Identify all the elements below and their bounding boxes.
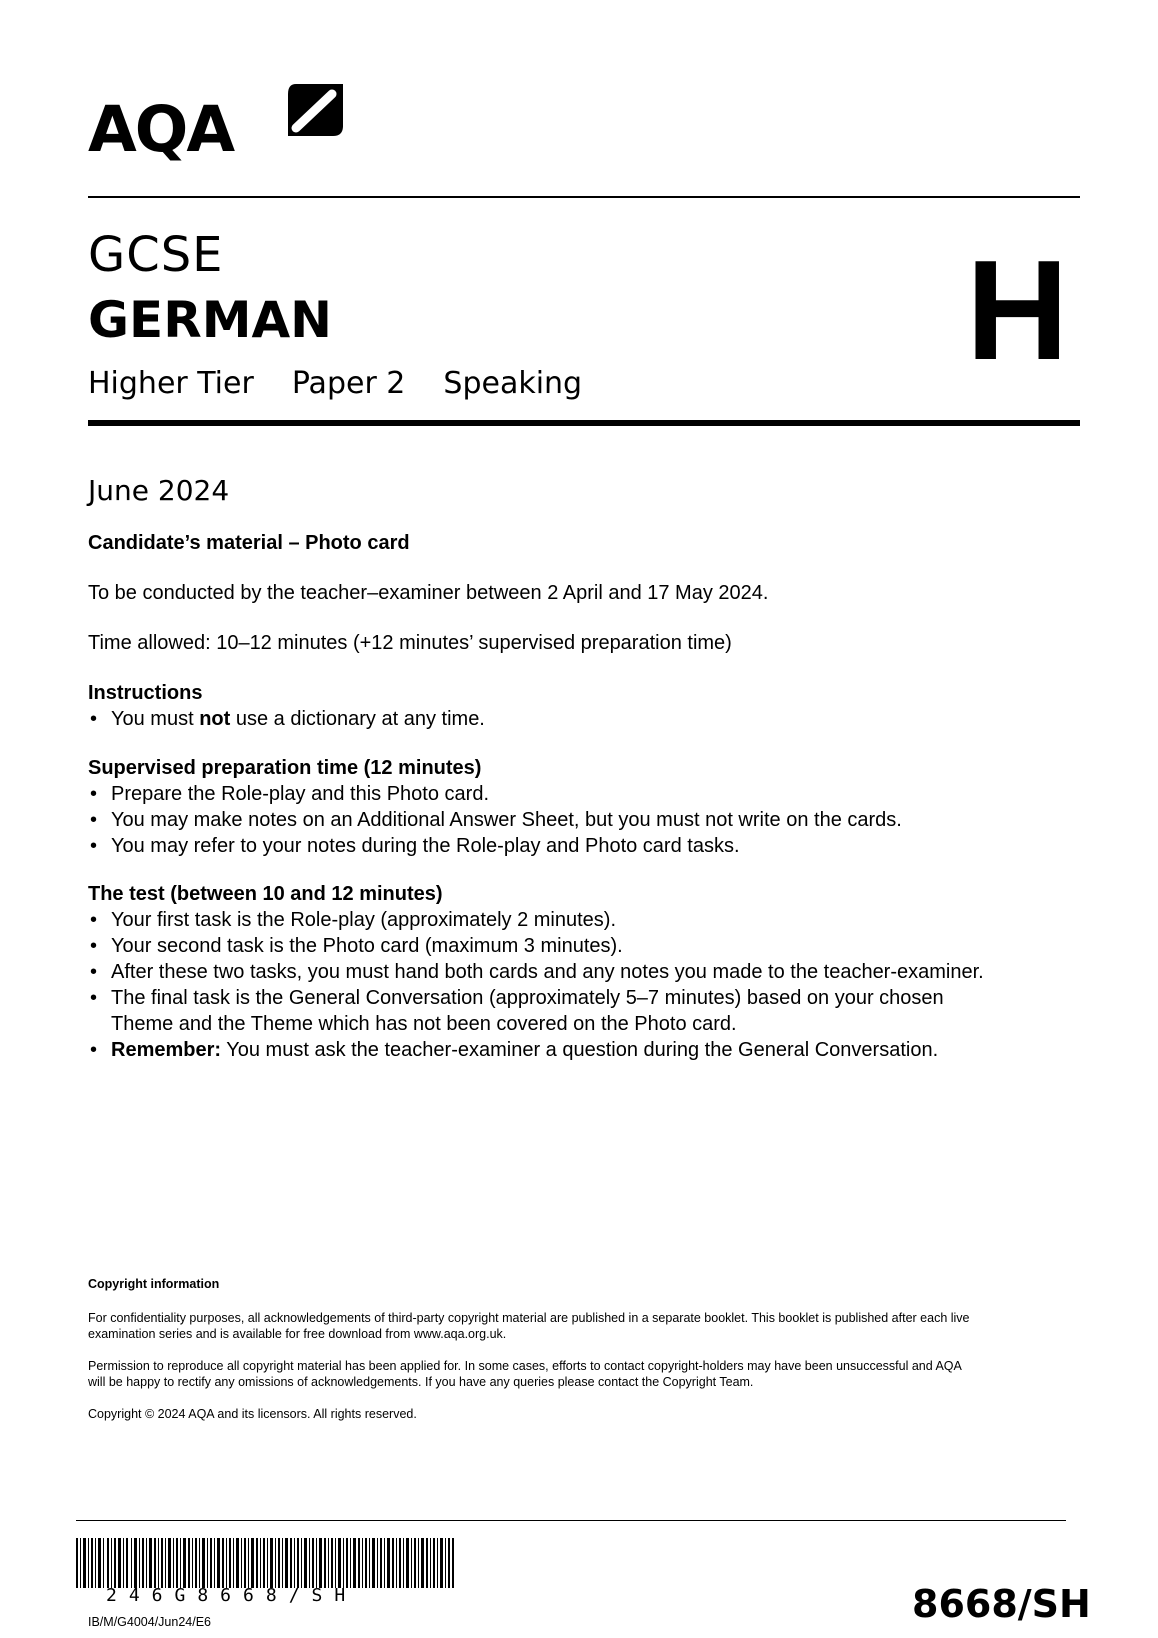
list-item: • Your first task is the Role-play (approximately 2 minutes). [88,907,984,933]
paper-label: Paper 2 [291,366,406,401]
preparation-section [88,755,902,859]
copyright-heading: Copyright information [88,1277,220,1291]
preparation-heading: Supervised preparation time (12 minutes) [88,757,482,779]
copyright-line: Permission to reproduce all copyright material has been applied for. In some cases, efforts to contact copyright-holders may have been unsuccessful and AQA [88,1359,962,1373]
instructions-list [88,706,485,732]
barcode-number: 246G8668/SH [106,1585,358,1606]
copyright-notice: Copyright © 2024 AQA and its licensors. All rights reserved. [88,1407,417,1421]
test-heading: The test (between 10 and 12 minutes) [88,883,443,905]
aqa-logo [88,84,348,176]
time-allowed: Time allowed: 10–12 minutes (+12 minutes’ supervised preparation time) [88,632,732,654]
list-item [88,1037,984,1063]
item-line-2: Theme and the Theme which has not been covered on the Photo card. [111,1013,737,1035]
subject-title: GERMAN [88,291,332,349]
item-line-1: The final task is the General Conversation (approximately 5–7 minutes) based on your chosen [111,987,944,1009]
test-section [88,881,984,1063]
copyright-line: examination series and is available for free download from www.aqa.org.uk. [88,1327,507,1341]
list-item [88,706,485,732]
list-item: • Prepare the Role-play and this Photo card. [88,781,902,807]
list-item: • After these two tasks, you must hand both cards and any notes you made to the teacher-examiner. [88,959,984,985]
logo-text: AQA [88,93,234,166]
preparation-list [88,781,902,859]
tier-label: Higher Tier [88,366,254,401]
barcode-icon [76,1538,454,1588]
list-item: • You may make notes on an Additional Answer Sheet, but you must not write on the cards. [88,807,902,833]
material-title: Candidate’s material – Photo card [88,532,410,554]
copyright-paragraph-1 [88,1310,970,1342]
instructions-section [88,680,485,732]
paper-reference: IB/M/G4004/Jun24/E6 [88,1615,211,1629]
instruction-emphasis: not [199,708,231,730]
tier-letter: H [966,231,1069,390]
header-rule-bottom [88,420,1080,426]
list-item [88,985,984,1037]
remember-text: You must ask the teacher-examiner a question during the General Conversation. [221,1039,939,1061]
copyright-line: For confidentiality purposes, all acknowledgements of third-party copyright material are published in a separate booklet. This booklet is published after each live [88,1311,970,1325]
instruction-text: You must [111,708,200,730]
list-item: • Your second task is the Photo card (maximum 3 minutes). [88,933,984,959]
copyright-paragraph-2 [88,1358,962,1390]
list-item: • You may refer to your notes during the Role-play and Photo card tasks. [88,833,902,859]
qualification-title: GCSE [88,227,224,283]
footer-rule [76,1520,1066,1521]
header-rule-top [88,196,1080,198]
paper-details [88,366,582,402]
instructions-heading: Instructions [88,682,203,704]
specification-code: 8668/SH [912,1582,1091,1626]
instruction-text-end: use a dictionary at any time. [230,708,485,730]
copyright-line: will be happy to rectify any omissions of acknowledgements. If you have any queries please contact the Copyright Team. [88,1375,754,1389]
logo-mark-icon [288,84,343,139]
exam-date: June 2024 [88,474,230,507]
conduct-note: To be conducted by the teacher–examiner between 2 April and 17 May 2024. [88,582,769,604]
component-label: Speaking [443,366,583,401]
remember-label: Remember: [111,1039,222,1061]
test-list [88,907,984,1063]
